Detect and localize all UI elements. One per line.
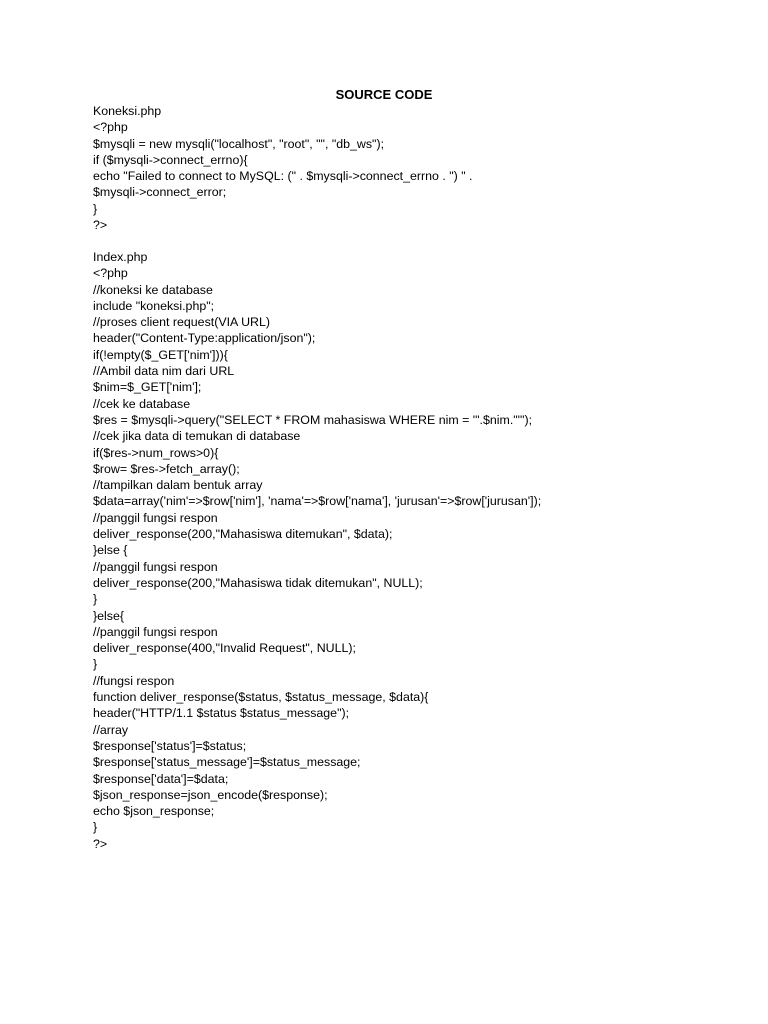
code-line: //proses client request(VIA URL) xyxy=(93,315,270,330)
code-line: <?php xyxy=(93,120,128,135)
code-line: $nim=$_GET['nim']; xyxy=(93,380,202,395)
code-line: deliver_response(200,"Mahasiswa tidak ditemukan", NULL); xyxy=(93,575,423,590)
code-line: $mysqli = new mysqli("localhost", "root", "", "db_ws"); xyxy=(93,136,385,151)
code-line: deliver_response(400,"Invalid Request", NULL); xyxy=(93,641,356,656)
document-title: SOURCE CODE xyxy=(335,87,433,102)
code-line: } xyxy=(93,657,98,672)
code-line: //panggil fungsi respon xyxy=(93,510,218,525)
code-line: $response['status']=$status; xyxy=(93,738,247,753)
code-line: ?> xyxy=(93,836,108,851)
code-line: }else{ xyxy=(93,608,125,623)
section-filename: Koneksi.php xyxy=(93,104,162,118)
code-line: //cek jika data di temukan di database xyxy=(93,429,301,444)
code-line: } xyxy=(93,201,98,216)
code-line: //panggil fungsi respon xyxy=(93,559,218,574)
code-line: //cek ke database xyxy=(93,396,191,411)
code-line: deliver_response(200,"Mahasiswa ditemukan", $data); xyxy=(93,527,393,542)
code-line: <?php xyxy=(93,266,128,281)
code-line: header("Content-Type:application/json"); xyxy=(93,331,316,346)
code-line: if ($mysqli->connect_errno){ xyxy=(93,152,248,167)
code-line: //panggil fungsi respon xyxy=(93,624,218,639)
code-line: //fungsi respon xyxy=(93,673,175,688)
code-line: if($res->num_rows>0){ xyxy=(93,445,219,460)
code-line: echo "Failed to connect to MySQL: (" . $mysqli->connect_errno . ") " . xyxy=(93,169,473,184)
code-line: //koneksi ke database xyxy=(93,282,213,297)
code-line: } xyxy=(93,820,98,835)
code-line: if(!empty($_GET['nim'])){ xyxy=(93,347,228,362)
code-line: }else { xyxy=(93,543,128,558)
code-line: //array xyxy=(93,722,129,737)
code-line: ?> xyxy=(93,218,108,233)
code-line: //tampilkan dalam bentuk array xyxy=(93,478,263,493)
code-line: include "koneksi.php"; xyxy=(93,298,215,313)
code-line: $data=array('nim'=>$row['nim'], 'nama'=>$row['nama'], 'jurusan'=>$row['jurusan']); xyxy=(93,494,542,509)
code-line: echo $json_response; xyxy=(93,804,215,819)
code-line: //Ambil data nim dari URL xyxy=(93,364,235,379)
code-line: header("HTTP/1.1 $status $status_message"); xyxy=(93,706,350,721)
code-line: $row= $res->fetch_array(); xyxy=(93,461,240,476)
section-filename: Index.php xyxy=(93,250,148,264)
code-line: $response['status_message']=$status_message; xyxy=(93,755,361,770)
code-line: } xyxy=(93,592,98,607)
code-line: $mysqli->connect_error; xyxy=(93,185,227,200)
code-section-index xyxy=(93,249,713,852)
code-line: $json_response=json_encode($response); xyxy=(93,787,328,802)
code-line: $response['data']=$data; xyxy=(93,771,229,786)
code-section-koneksi xyxy=(93,103,713,233)
code-line: $res = $mysqli->query("SELECT * FROM mahasiswa WHERE nim = '".$nim."'"); xyxy=(93,412,533,427)
code-line: function deliver_response($status, $status_message, $data){ xyxy=(93,690,429,705)
